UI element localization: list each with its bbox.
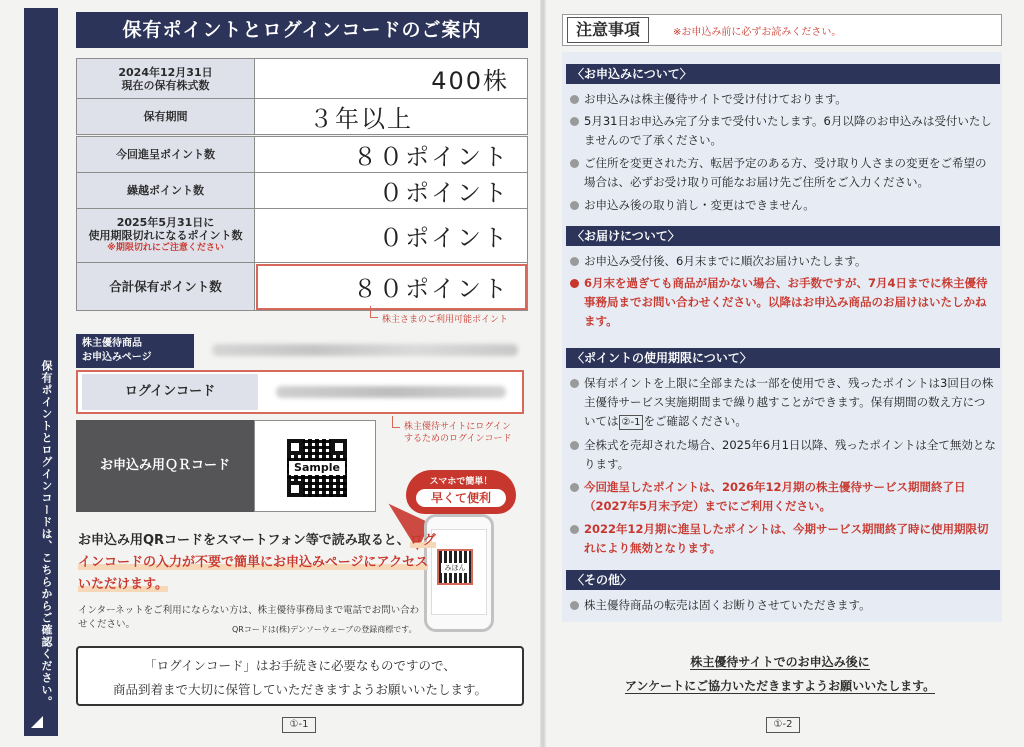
section-delivery: 〈お届けについて〉 bbox=[566, 226, 1000, 246]
list-item: ご住所を変更された方、転居予定のある方、受け取り人さまの変更をご希望の場合は、必ずお受け取り可能なお届け先ご住所をご入力ください。 bbox=[570, 154, 996, 192]
list-item: 株主優待商品の転売は固くお断りさせていただきます。 bbox=[570, 596, 996, 615]
carry-points-label: 繰越ポイント数 bbox=[77, 173, 255, 209]
qr-description bbox=[78, 530, 438, 596]
speech-bubble bbox=[406, 470, 516, 514]
expiry-text-a: 保有ポイントを上限に全部または一部を使用でき、残ったポイントは3回目の株主優待サービス実施期間まで繰り越すことができます。保有期間の数え方については bbox=[584, 376, 994, 428]
right-page-number: ①-2 bbox=[766, 717, 800, 733]
qr-sample-label: Sample bbox=[289, 461, 345, 475]
qr-finder-icon bbox=[287, 439, 303, 455]
points-table bbox=[76, 136, 528, 311]
section-expiry: 〈ポイントの使用期限について〉 bbox=[566, 348, 1000, 368]
list-item-warning: 6月末を過ぎても商品が届かない場合、お手数ですが、7月4日までに株主優待事務局までお問い合わせください。以降はお申込み商品のお届けはいたしかねます。 bbox=[570, 274, 996, 331]
notice-subtitle: ※お申込み前に必ずお読みください。 bbox=[673, 27, 842, 38]
list-item: お申込み受付後、6月末までに順次お届けいたします。 bbox=[570, 252, 996, 271]
holding-label bbox=[77, 59, 255, 99]
expire-points-value: ０ポイント bbox=[255, 209, 528, 263]
closing-message bbox=[600, 650, 960, 698]
login-code-label: ログインコード bbox=[82, 374, 258, 410]
total-points-value: ８０ポイント bbox=[255, 263, 528, 311]
holding-table bbox=[76, 58, 528, 135]
list-item: お申込みは株主優待サイトで受け付けております。 bbox=[570, 90, 996, 109]
trademark-note: QRコードは(株)デンソーウェーブの登録商標です。 bbox=[232, 625, 417, 634]
holding-label-line2: 現在の保有株式数 bbox=[121, 78, 210, 92]
period-label: 保有期間 bbox=[77, 99, 255, 135]
list-item bbox=[570, 374, 996, 431]
usable-note: 株主さまのご利用可能ポイント bbox=[382, 315, 509, 325]
expiry-text-b: をご確認ください。 bbox=[643, 414, 747, 428]
login-note-bracket bbox=[392, 416, 400, 428]
login-note bbox=[404, 421, 512, 445]
holding-value: 400株 bbox=[255, 59, 528, 99]
closing-line1: 株主優待サイトでのお申込み後に bbox=[690, 655, 870, 669]
qr-desc-highlight: ログインコードの入力が不要で簡単にお申込みページにアクセスいただけます。 bbox=[78, 533, 436, 592]
list-item: 全株式を売却された場合、2025年6月1日以降、残ったポイントは全て無効となります。 bbox=[570, 436, 996, 474]
list-item: お申込み後の取り消し・変更はできません。 bbox=[570, 196, 996, 215]
usable-note-bracket bbox=[370, 306, 378, 318]
site-tag bbox=[76, 334, 194, 368]
site-tag-line2: お申込みページ bbox=[82, 352, 152, 363]
keep-code-box bbox=[76, 646, 524, 706]
qr-cell bbox=[254, 420, 376, 512]
left-page-number: ①-1 bbox=[282, 717, 316, 733]
notice-header bbox=[562, 14, 1002, 46]
qr-desc-part1: お申込み用QRコードをスマートフォン等で読み取ると、 bbox=[78, 533, 410, 548]
qr-finder-icon bbox=[331, 439, 347, 455]
list-item-warning: 2022年12月期に進呈したポイントは、今期サービス期間終了時に使用期限切れにより無効となります。 bbox=[570, 520, 996, 558]
side-vertical-text: 保有ポイントとログインコードは、こちらからご確認ください。 bbox=[40, 360, 53, 708]
period-value: ３年以上 bbox=[255, 99, 528, 135]
carry-points-value: ０ポイント bbox=[255, 173, 528, 209]
notice-body bbox=[562, 52, 1002, 622]
phone-inquiry-note: インターネットをご利用にならない方は、株主優待事務局まで電話でお問い合わせください。 bbox=[78, 605, 420, 630]
site-tag-line1: 株主優待商品 bbox=[82, 338, 142, 349]
expire-warning: ※期限切れにご注意ください bbox=[107, 243, 224, 253]
list-item: 5月31日お申込み完了分まで受付いたします。6月以降のお申込みは受付いたしませんので了承ください。 bbox=[570, 112, 996, 150]
login-code-redacted bbox=[276, 386, 506, 398]
list-item-warning: 今回進呈したポイントは、2026年12月期の株主優待サービス期間終了日（2027年5月末予定）までにご利用ください。 bbox=[570, 478, 996, 516]
expire-points-label bbox=[77, 209, 255, 263]
bubble-large-text: 早くて便利 bbox=[416, 489, 506, 507]
expire-label-line2: 使用期限切れになるポイント数 bbox=[88, 229, 243, 242]
site-url-redacted bbox=[212, 344, 518, 356]
closing-line2: アンケートにご協力いただきますようお願いいたします。 bbox=[624, 679, 936, 693]
qr-finder-icon bbox=[287, 481, 303, 497]
bubble-small-text: スマホで簡単！ bbox=[429, 477, 493, 487]
total-points-label: 合計保有ポイント数 bbox=[77, 263, 255, 311]
section-application: 〈お申込みについて〉 bbox=[566, 64, 1000, 84]
holding-label-line1: 2024年12月31日 bbox=[118, 65, 213, 79]
expire-label-line1: 2025年5月31日に bbox=[116, 216, 215, 229]
page-fold bbox=[540, 0, 546, 747]
login-code-box bbox=[76, 370, 524, 414]
phone-sample-label: みほん bbox=[441, 563, 469, 573]
login-note-line2: するためのログインコード bbox=[404, 434, 512, 444]
keep-line1: 「ログインコード」はお手続きに必要なものですので、 bbox=[144, 658, 456, 673]
qr-label: お申込み用ＱＲコード bbox=[76, 420, 254, 512]
keep-line2: 商品到着まで大切に保管していただきますようお願いいたします。 bbox=[112, 682, 487, 697]
login-note-line1: 株主優待サイトにログイン bbox=[404, 422, 511, 432]
current-points-value: ８０ポイント bbox=[255, 137, 528, 173]
page-ref-box: ②-1 bbox=[619, 415, 644, 430]
left-page-title: 保有ポイントとログインコードのご案内 bbox=[76, 12, 528, 48]
current-points-label: 今回進呈ポイント数 bbox=[77, 137, 255, 173]
section-other: 〈その他〉 bbox=[566, 570, 1000, 590]
notice-title: 注意事項 bbox=[567, 17, 649, 43]
corner-arrow-icon bbox=[31, 716, 43, 728]
